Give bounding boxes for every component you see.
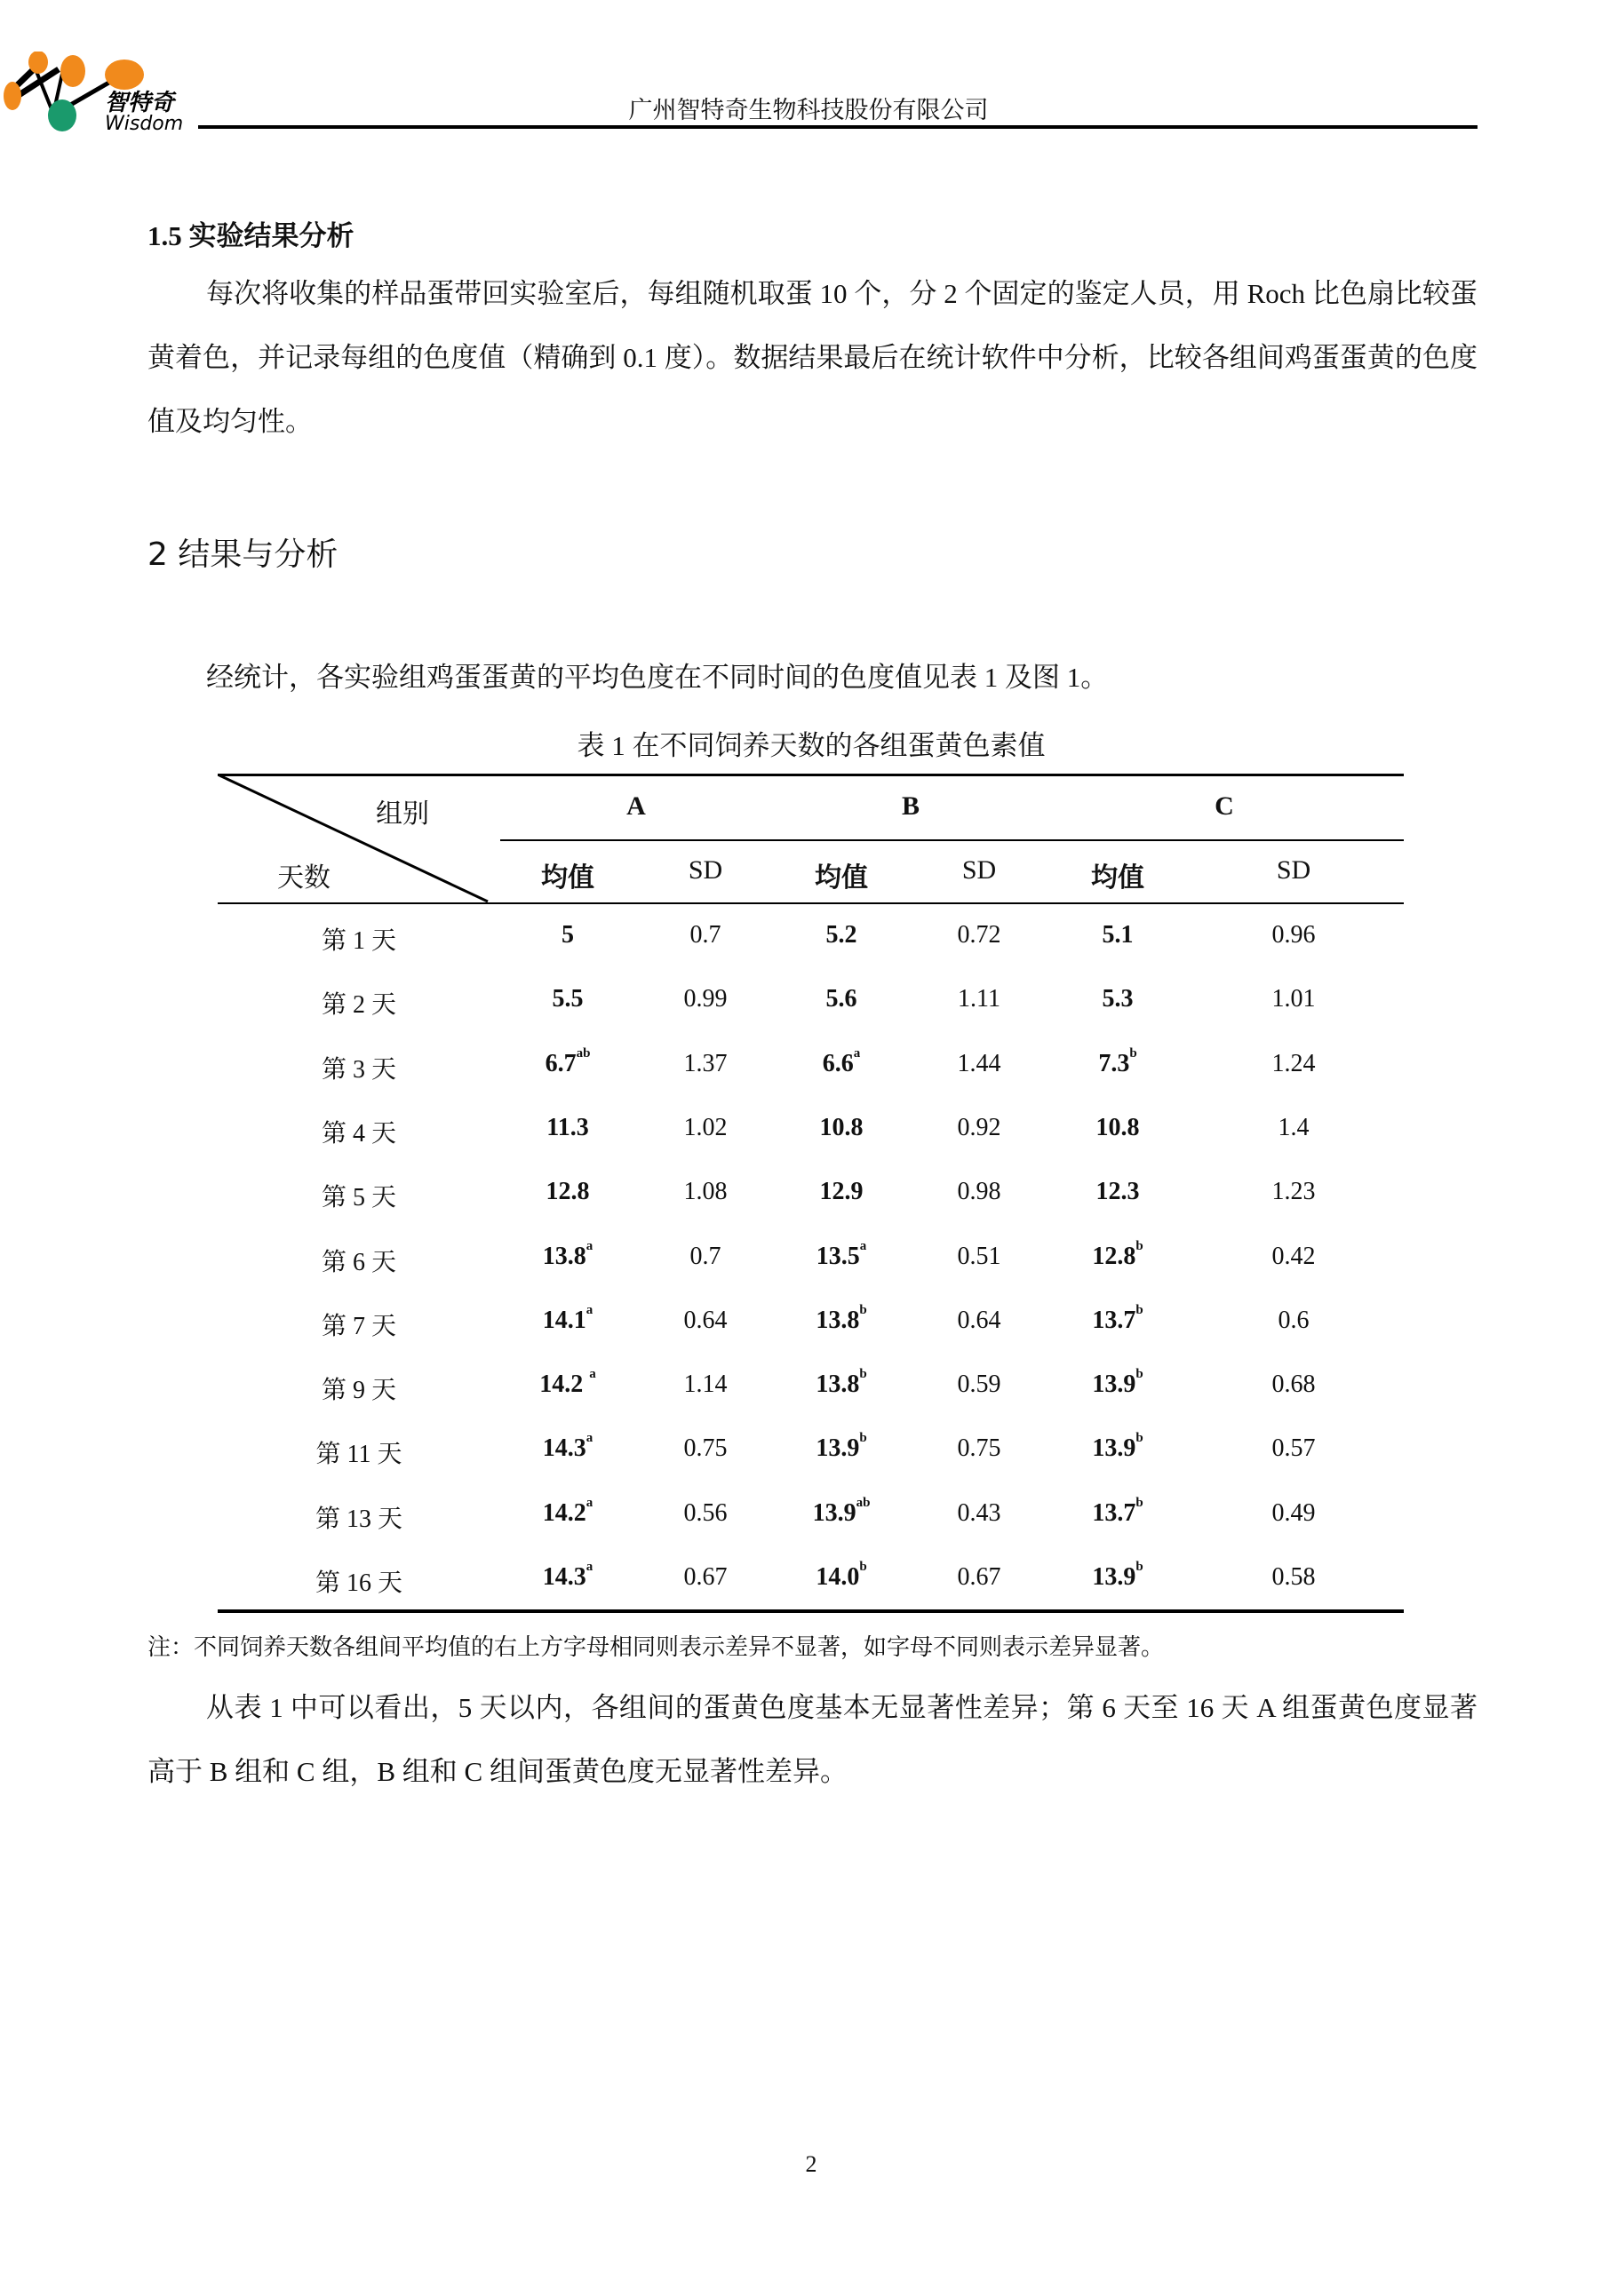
sd-value: 1.24 [1271, 1049, 1316, 1077]
mean-value [542, 1495, 593, 1528]
significance-letter: b [859, 1431, 867, 1446]
mean-value [546, 1114, 588, 1142]
sd-value: 0.49 [1271, 1498, 1316, 1527]
mean-number: 12.3 [1095, 1178, 1140, 1206]
mean-number: 7.3 [1098, 1049, 1130, 1077]
day-label: 第 5 天 [321, 1184, 397, 1212]
sd-value: 0.7 [689, 1242, 721, 1270]
mean-value [816, 1238, 867, 1271]
mean-number: 5 [562, 921, 574, 949]
significance-letter: a [859, 1238, 867, 1253]
mean-value [542, 1431, 593, 1463]
mean-value [820, 1178, 864, 1206]
corner-label-group: 组别 [376, 799, 429, 829]
mean-number: 6.6 [822, 1049, 854, 1077]
mean-number: 13.9 [812, 1498, 856, 1527]
page-number: 2 [805, 2151, 817, 2177]
significance-letter: b [1135, 1367, 1143, 1382]
mean-value [1092, 1367, 1143, 1399]
sd-value: 0.6 [1278, 1306, 1310, 1334]
mean-value [1103, 985, 1134, 1013]
table-corner-diagonal [218, 774, 502, 903]
significance-letter: a [585, 1238, 593, 1253]
mean-number: 13.9 [816, 1434, 860, 1463]
section-1-5-body: 每次将收集的样品蛋带回实验室后，每组随机取蛋 10 个，分 2 个固定的鉴定人员，用 Roch 比色扇比较蛋黄着色，并记录每组的色度值（精确到 0.1 度）。数据结果最后在统计软件中分析，比较各组间鸡蛋蛋黄的色度值及均匀性。 [147, 278, 1478, 437]
header-company-name: 广州智特奇生物科技股份有限公司 [628, 97, 989, 124]
mean-number: 10.8 [819, 1113, 864, 1141]
mean-value [1098, 1045, 1137, 1078]
sd-value: 0.96 [1271, 921, 1316, 949]
mean-number: 11.3 [546, 1113, 589, 1141]
mean-value [539, 1367, 596, 1399]
mean-number: 13.8 [816, 1306, 860, 1334]
sd-value: 1.44 [957, 1049, 1001, 1077]
mean-number: 14.2 [542, 1498, 586, 1527]
mean-number: 12.9 [819, 1178, 864, 1206]
mean-value [553, 985, 584, 1013]
sd-value: 0.56 [683, 1498, 728, 1527]
mean-value [562, 921, 574, 949]
mean-number: 5.1 [1102, 921, 1134, 949]
mean-value [545, 1045, 591, 1078]
day-label: 第 13 天 [315, 1505, 403, 1533]
conclusion-paragraph: 从表 1 中可以看出，5 天以内，各组间的蛋黄色度基本无显著性差异；第 6 天至 16 天 A 组蛋黄色度显著高于 B 组和 C 组，B 组和 C 组间蛋黄色度无显著性差异。 [147, 1692, 1478, 1787]
mean-value [816, 1302, 867, 1335]
mean-value [816, 1367, 867, 1399]
mean-value [826, 985, 857, 1013]
mean-value [1092, 1238, 1143, 1271]
mean-value [812, 1495, 871, 1528]
mean-number: 5.3 [1102, 985, 1134, 1013]
sd-value: 1.11 [958, 985, 1000, 1013]
significance-letter: b [1135, 1238, 1143, 1253]
sd-value: 0.57 [1271, 1434, 1316, 1463]
subheader-mean: 均值 [541, 863, 594, 893]
sd-value: 1.23 [1271, 1178, 1316, 1206]
sd-value: 1.02 [683, 1113, 728, 1141]
sd-value: 0.43 [957, 1498, 1001, 1527]
sd-value: 0.64 [683, 1306, 728, 1334]
table-caption: 表 1 在不同饲养天数的各组蛋黄色素值 [577, 730, 1046, 761]
mean-number: 13.9 [1092, 1563, 1136, 1591]
mean-value [1096, 1178, 1140, 1206]
day-label: 第 9 天 [321, 1377, 397, 1405]
significance-letter: b [1135, 1302, 1143, 1317]
day-label: 第 7 天 [321, 1312, 397, 1340]
mean-number: 14.3 [542, 1434, 586, 1463]
significance-letter: a [585, 1302, 593, 1317]
significance-letter: ab [576, 1045, 591, 1061]
subheader-mean: 均值 [815, 863, 868, 893]
mean-number: 12.8 [546, 1178, 590, 1206]
mean-value [816, 1431, 867, 1463]
section-heading-1-5: 1.5 实验结果分析 [147, 220, 354, 251]
significance-letter: b [1135, 1495, 1143, 1510]
subheader-sd: SD [961, 855, 997, 885]
sd-value: 0.92 [957, 1113, 1001, 1141]
significance-letter: b [859, 1560, 867, 1574]
mean-value [542, 1238, 593, 1271]
mean-number: 12.8 [1092, 1242, 1136, 1270]
day-label: 第 2 天 [321, 991, 397, 1020]
subheader-sd: SD [1276, 855, 1311, 885]
significance-letter: a [585, 1560, 593, 1574]
sd-value: 1.14 [683, 1370, 728, 1399]
significance-letter: ab [856, 1495, 871, 1510]
mean-number: 10.8 [1095, 1113, 1140, 1141]
subheader-mean: 均值 [1091, 863, 1144, 893]
sd-value: 0.75 [683, 1434, 728, 1463]
table-bottom-rule [218, 1609, 1404, 1613]
sd-value: 0.64 [957, 1306, 1001, 1334]
mean-number: 5.6 [825, 985, 857, 1013]
mean-value [1092, 1560, 1143, 1592]
mean-number: 5.5 [552, 985, 584, 1013]
company-logo [0, 52, 204, 136]
sd-value: 0.98 [957, 1178, 1001, 1206]
day-label: 第 6 天 [321, 1248, 397, 1276]
mean-number: 13.5 [816, 1242, 860, 1270]
mean-value [542, 1302, 593, 1335]
significance-letter: b [859, 1367, 867, 1382]
corner-label-days: 天数 [277, 863, 331, 893]
mean-value [1103, 921, 1134, 949]
mean-number: 13.8 [816, 1370, 860, 1399]
mean-value [826, 921, 857, 949]
group-header-a: A [626, 791, 646, 821]
significance-letter: b [859, 1302, 867, 1317]
mean-number: 14.3 [542, 1563, 586, 1591]
subheader-sd: SD [688, 855, 723, 885]
mean-value [542, 1560, 593, 1592]
section-2-intro: 经统计，各实验组鸡蛋蛋黄的平均色度在不同时间的色度值见表 1 及图 1。 [206, 662, 1109, 693]
sd-value: 0.67 [957, 1563, 1001, 1591]
sd-value: 0.99 [683, 985, 728, 1013]
section-heading-2: 2 结果与分析 [147, 536, 339, 573]
sd-value: 0.75 [957, 1434, 1001, 1463]
sd-value: 0.51 [957, 1242, 1001, 1270]
sd-value: 0.67 [683, 1563, 728, 1591]
mean-value [1096, 1114, 1140, 1142]
mean-number: 14.1 [542, 1306, 586, 1334]
svg-text:Wisdom: Wisdom [105, 113, 184, 135]
significance-letter: a [589, 1367, 596, 1382]
mean-value [822, 1045, 861, 1078]
mean-number: 14.2 [539, 1370, 590, 1399]
mean-number: 13.9 [1092, 1370, 1136, 1399]
day-label: 第 16 天 [315, 1569, 403, 1597]
mean-number: 13.9 [1092, 1434, 1136, 1463]
mean-number: 5.2 [825, 921, 857, 949]
mean-value [1092, 1495, 1143, 1528]
group-header-c: C [1215, 791, 1234, 821]
sd-value: 0.42 [1271, 1242, 1316, 1270]
table-group-rule [500, 839, 1404, 841]
group-header-b: B [901, 791, 920, 821]
mean-number: 13.7 [1092, 1306, 1136, 1334]
day-label: 第 4 天 [321, 1119, 397, 1148]
mean-number: 14.0 [816, 1563, 860, 1591]
significance-letter: a [585, 1431, 593, 1446]
mean-number: 13.7 [1092, 1498, 1136, 1527]
mean-value [1092, 1431, 1143, 1463]
mean-number: 13.8 [542, 1242, 586, 1270]
mean-value [1092, 1302, 1143, 1335]
day-label: 第 3 天 [321, 1055, 397, 1084]
day-label: 第 1 天 [321, 927, 397, 955]
mean-value [816, 1560, 867, 1592]
sd-value: 1.37 [683, 1049, 728, 1077]
mean-value [546, 1178, 590, 1206]
sd-value: 1.4 [1278, 1113, 1310, 1141]
results-table [218, 774, 1404, 1613]
sd-value: 1.08 [683, 1178, 728, 1206]
sd-value: 1.01 [1271, 985, 1316, 1013]
sd-value: 0.72 [957, 921, 1001, 949]
significance-letter: b [1135, 1560, 1143, 1574]
mean-value [820, 1114, 864, 1142]
table-note: 注：不同饲养天数各组间平均值的右上方字母相同则表示差异不显著，如字母不同则表示差异显著。 [147, 1634, 1165, 1660]
svg-text:智特奇: 智特奇 [105, 90, 175, 116]
sd-value: 0.59 [957, 1370, 1001, 1399]
header-rule [198, 125, 1478, 129]
sd-value: 0.7 [689, 921, 721, 949]
significance-letter: a [853, 1045, 861, 1061]
sd-value: 0.68 [1271, 1370, 1316, 1399]
day-label: 第 11 天 [315, 1441, 402, 1469]
sd-value: 0.58 [1271, 1563, 1316, 1591]
significance-letter: a [585, 1495, 593, 1510]
significance-letter: b [1129, 1045, 1137, 1061]
significance-letter: b [1135, 1431, 1143, 1446]
mean-number: 6.7 [545, 1049, 577, 1077]
